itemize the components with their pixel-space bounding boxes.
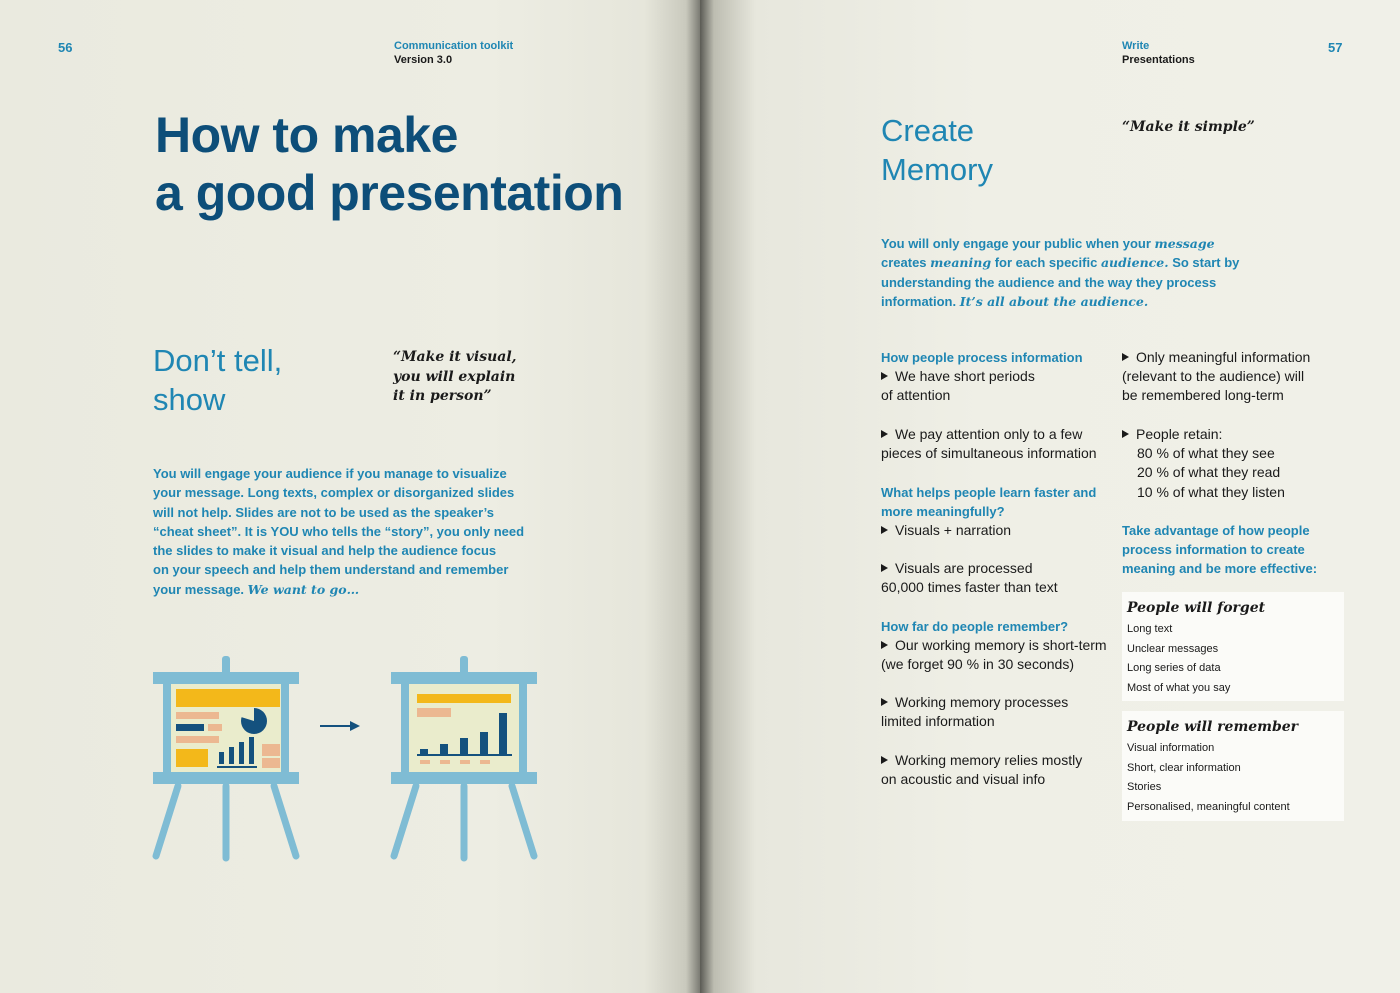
paragraph-line: on your speech and help them understand and remember bbox=[153, 562, 509, 578]
bullet-simultaneous-info bbox=[881, 425, 1097, 463]
bullet-text: Working memory relies mostly bbox=[895, 752, 1083, 768]
intro-paragraph-right bbox=[881, 234, 1239, 311]
section-title-line: Create bbox=[881, 113, 975, 148]
intro-line bbox=[881, 234, 1239, 253]
quote-line: you will explain bbox=[393, 368, 516, 385]
bullet-visuals-narration bbox=[881, 521, 1011, 540]
paragraph-line: You will engage your audience if you manage to visualize bbox=[153, 466, 507, 481]
paragraph-line: the slides to make it visual and help the audience focus bbox=[153, 543, 497, 559]
bullet-text: Visuals are processed bbox=[895, 560, 1033, 576]
intro-line bbox=[881, 292, 1239, 311]
bullet-line: be remembered long-term bbox=[1122, 387, 1284, 404]
bullet-line bbox=[881, 693, 1068, 712]
bullet-line bbox=[1122, 348, 1310, 367]
section-title-create-memory bbox=[881, 111, 993, 189]
bullet-line bbox=[1122, 425, 1285, 444]
subhead-line: process information to create bbox=[1122, 542, 1305, 558]
bullet-visuals-faster bbox=[881, 559, 1058, 597]
section-title-dont-tell bbox=[153, 341, 282, 419]
paragraph-emphasis: We want to go… bbox=[247, 581, 360, 597]
forget-card bbox=[1122, 592, 1344, 701]
intro-emphasis: audience. bbox=[1100, 255, 1169, 271]
clean-slide bbox=[409, 684, 519, 772]
remember-item: Stories bbox=[1127, 781, 1162, 794]
page-number-left: 56 bbox=[58, 40, 73, 55]
bullet-triangle-icon bbox=[881, 526, 888, 534]
subhead-take-advantage bbox=[1122, 521, 1317, 579]
remember-card bbox=[1122, 711, 1344, 821]
header-subtitle: Presentations bbox=[1122, 54, 1195, 66]
bullet-triangle-icon bbox=[881, 430, 888, 438]
intro-emphasis: message bbox=[1154, 236, 1215, 251]
bullet-people-retain bbox=[1122, 425, 1285, 502]
bullet-text: We have short periods bbox=[895, 368, 1035, 384]
subhead-line: What helps people learn faster and bbox=[881, 485, 1097, 500]
header-title: Communication toolkit bbox=[394, 40, 514, 52]
bullet-line bbox=[881, 425, 1097, 444]
bullet-line bbox=[881, 367, 1035, 386]
bullet-triangle-icon bbox=[881, 698, 888, 706]
retain-item: 20 % of what they read bbox=[1137, 464, 1281, 481]
paragraph-line: your message. Long texts, complex or disorganized slides bbox=[153, 485, 515, 501]
quote-make-it-simple: “Make it simple” bbox=[1122, 119, 1255, 135]
remember-item: Short, clear information bbox=[1127, 761, 1241, 774]
bullet-line bbox=[881, 636, 1107, 655]
bullet-line bbox=[881, 559, 1058, 578]
remember-item: Personalised, meaningful content bbox=[1127, 801, 1290, 814]
bullet-triangle-icon bbox=[881, 641, 888, 649]
intro-text: information. bbox=[881, 293, 960, 309]
bullet-line: 60,000 times faster than text bbox=[881, 579, 1058, 596]
bullet-line: on acoustic and visual info bbox=[881, 771, 1046, 788]
intro-line: understanding the audience and the way they process bbox=[881, 274, 1217, 290]
page-number-right: 57 bbox=[1328, 40, 1343, 55]
bullet-triangle-icon bbox=[1122, 353, 1129, 361]
paragraph-line: “cheat sheet”. It is YOU who tells the “story”, you only need bbox=[153, 523, 525, 539]
subhead-line: meaning and be more effective: bbox=[1122, 561, 1318, 577]
forget-item: Long series of data bbox=[1127, 662, 1221, 675]
easel-clean-slide-illustration bbox=[388, 652, 540, 864]
bullet-line bbox=[881, 521, 1011, 540]
forget-card-title: People will forget bbox=[1127, 600, 1266, 616]
forget-item: Unclear messages bbox=[1127, 642, 1219, 655]
bullet-meaningful-information bbox=[1122, 348, 1310, 406]
retain-item: 80 % of what they see bbox=[1137, 445, 1275, 462]
section-title-line: Memory bbox=[881, 152, 993, 187]
section-title-line: show bbox=[153, 382, 226, 417]
intro-text: for each specific bbox=[991, 255, 1101, 271]
bullet-text: We pay attention only to a few bbox=[895, 426, 1083, 442]
forget-item: Long text bbox=[1127, 623, 1173, 635]
header-title: Write bbox=[1122, 40, 1150, 52]
bullet-short-term-memory bbox=[881, 636, 1107, 674]
intro-text: creates bbox=[881, 255, 931, 271]
bullet-triangle-icon bbox=[881, 564, 888, 572]
running-header-right bbox=[1122, 40, 1195, 66]
subhead-process-information: How people process information bbox=[881, 350, 1083, 365]
paragraph-line bbox=[153, 580, 524, 599]
bullet-line: pieces of simultaneous information bbox=[881, 445, 1097, 462]
bullet-text: People retain: bbox=[1136, 426, 1223, 442]
arrow-right-icon bbox=[318, 719, 362, 733]
bullet-text: Visuals + narration bbox=[895, 522, 1012, 538]
bullet-limited-information bbox=[881, 693, 1068, 731]
subhead-line: Take advantage of how people bbox=[1122, 523, 1310, 538]
quote-line: it in person” bbox=[393, 388, 492, 404]
bullet-short-attention bbox=[881, 367, 1035, 405]
section-title-line: Don’t tell, bbox=[153, 343, 283, 378]
bullet-line: (relevant to the audience) will bbox=[1122, 368, 1305, 385]
subhead-learn-faster bbox=[881, 483, 1096, 521]
quote-line: “Make it visual, bbox=[393, 349, 517, 365]
title-line: How to make bbox=[155, 107, 458, 163]
title-line: a good presentation bbox=[155, 165, 624, 221]
forget-item: Most of what you say bbox=[1127, 682, 1231, 695]
intro-paragraph-left bbox=[153, 464, 524, 599]
header-version: Version 3.0 bbox=[394, 54, 453, 66]
intro-text: You will only engage your public when your bbox=[881, 236, 1155, 251]
easel-cluttered-slide-illustration bbox=[150, 652, 302, 864]
cluttered-slide bbox=[171, 684, 281, 772]
bullet-triangle-icon bbox=[881, 756, 888, 764]
paragraph-line: will not help. Slides are not to be used as the speaker’s bbox=[153, 504, 494, 520]
bullet-triangle-icon bbox=[881, 372, 888, 380]
remember-card-title: People will remember bbox=[1127, 719, 1299, 735]
bullet-line: (we forget 90 % in 30 seconds) bbox=[881, 656, 1074, 673]
remember-item: Visual information bbox=[1127, 742, 1215, 754]
intro-line bbox=[881, 253, 1239, 272]
bullet-text: Only meaningful information bbox=[1136, 349, 1311, 365]
bullet-line bbox=[881, 751, 1082, 770]
bullet-text: Our working memory is short-term bbox=[895, 637, 1107, 653]
subhead-line: more meaningfully? bbox=[881, 504, 1005, 520]
intro-emphasis: meaning bbox=[930, 255, 992, 271]
retain-item: 10 % of what they listen bbox=[1137, 483, 1285, 500]
bullet-line: limited information bbox=[881, 713, 995, 730]
subhead-how-far-remember: How far do people remember? bbox=[881, 619, 1069, 634]
bullet-text: Working memory processes bbox=[895, 694, 1069, 710]
intro-text: So start by bbox=[1168, 255, 1240, 271]
intro-emphasis: It’s all about the audience. bbox=[959, 293, 1149, 309]
bullet-line: of attention bbox=[881, 387, 951, 404]
bullet-triangle-icon bbox=[1122, 430, 1129, 438]
quote-make-it-visual bbox=[393, 348, 517, 407]
running-header-left bbox=[394, 40, 513, 66]
bullet-acoustic-visual bbox=[881, 751, 1082, 789]
paragraph-text: your message. bbox=[153, 581, 248, 597]
page-title bbox=[155, 106, 623, 222]
